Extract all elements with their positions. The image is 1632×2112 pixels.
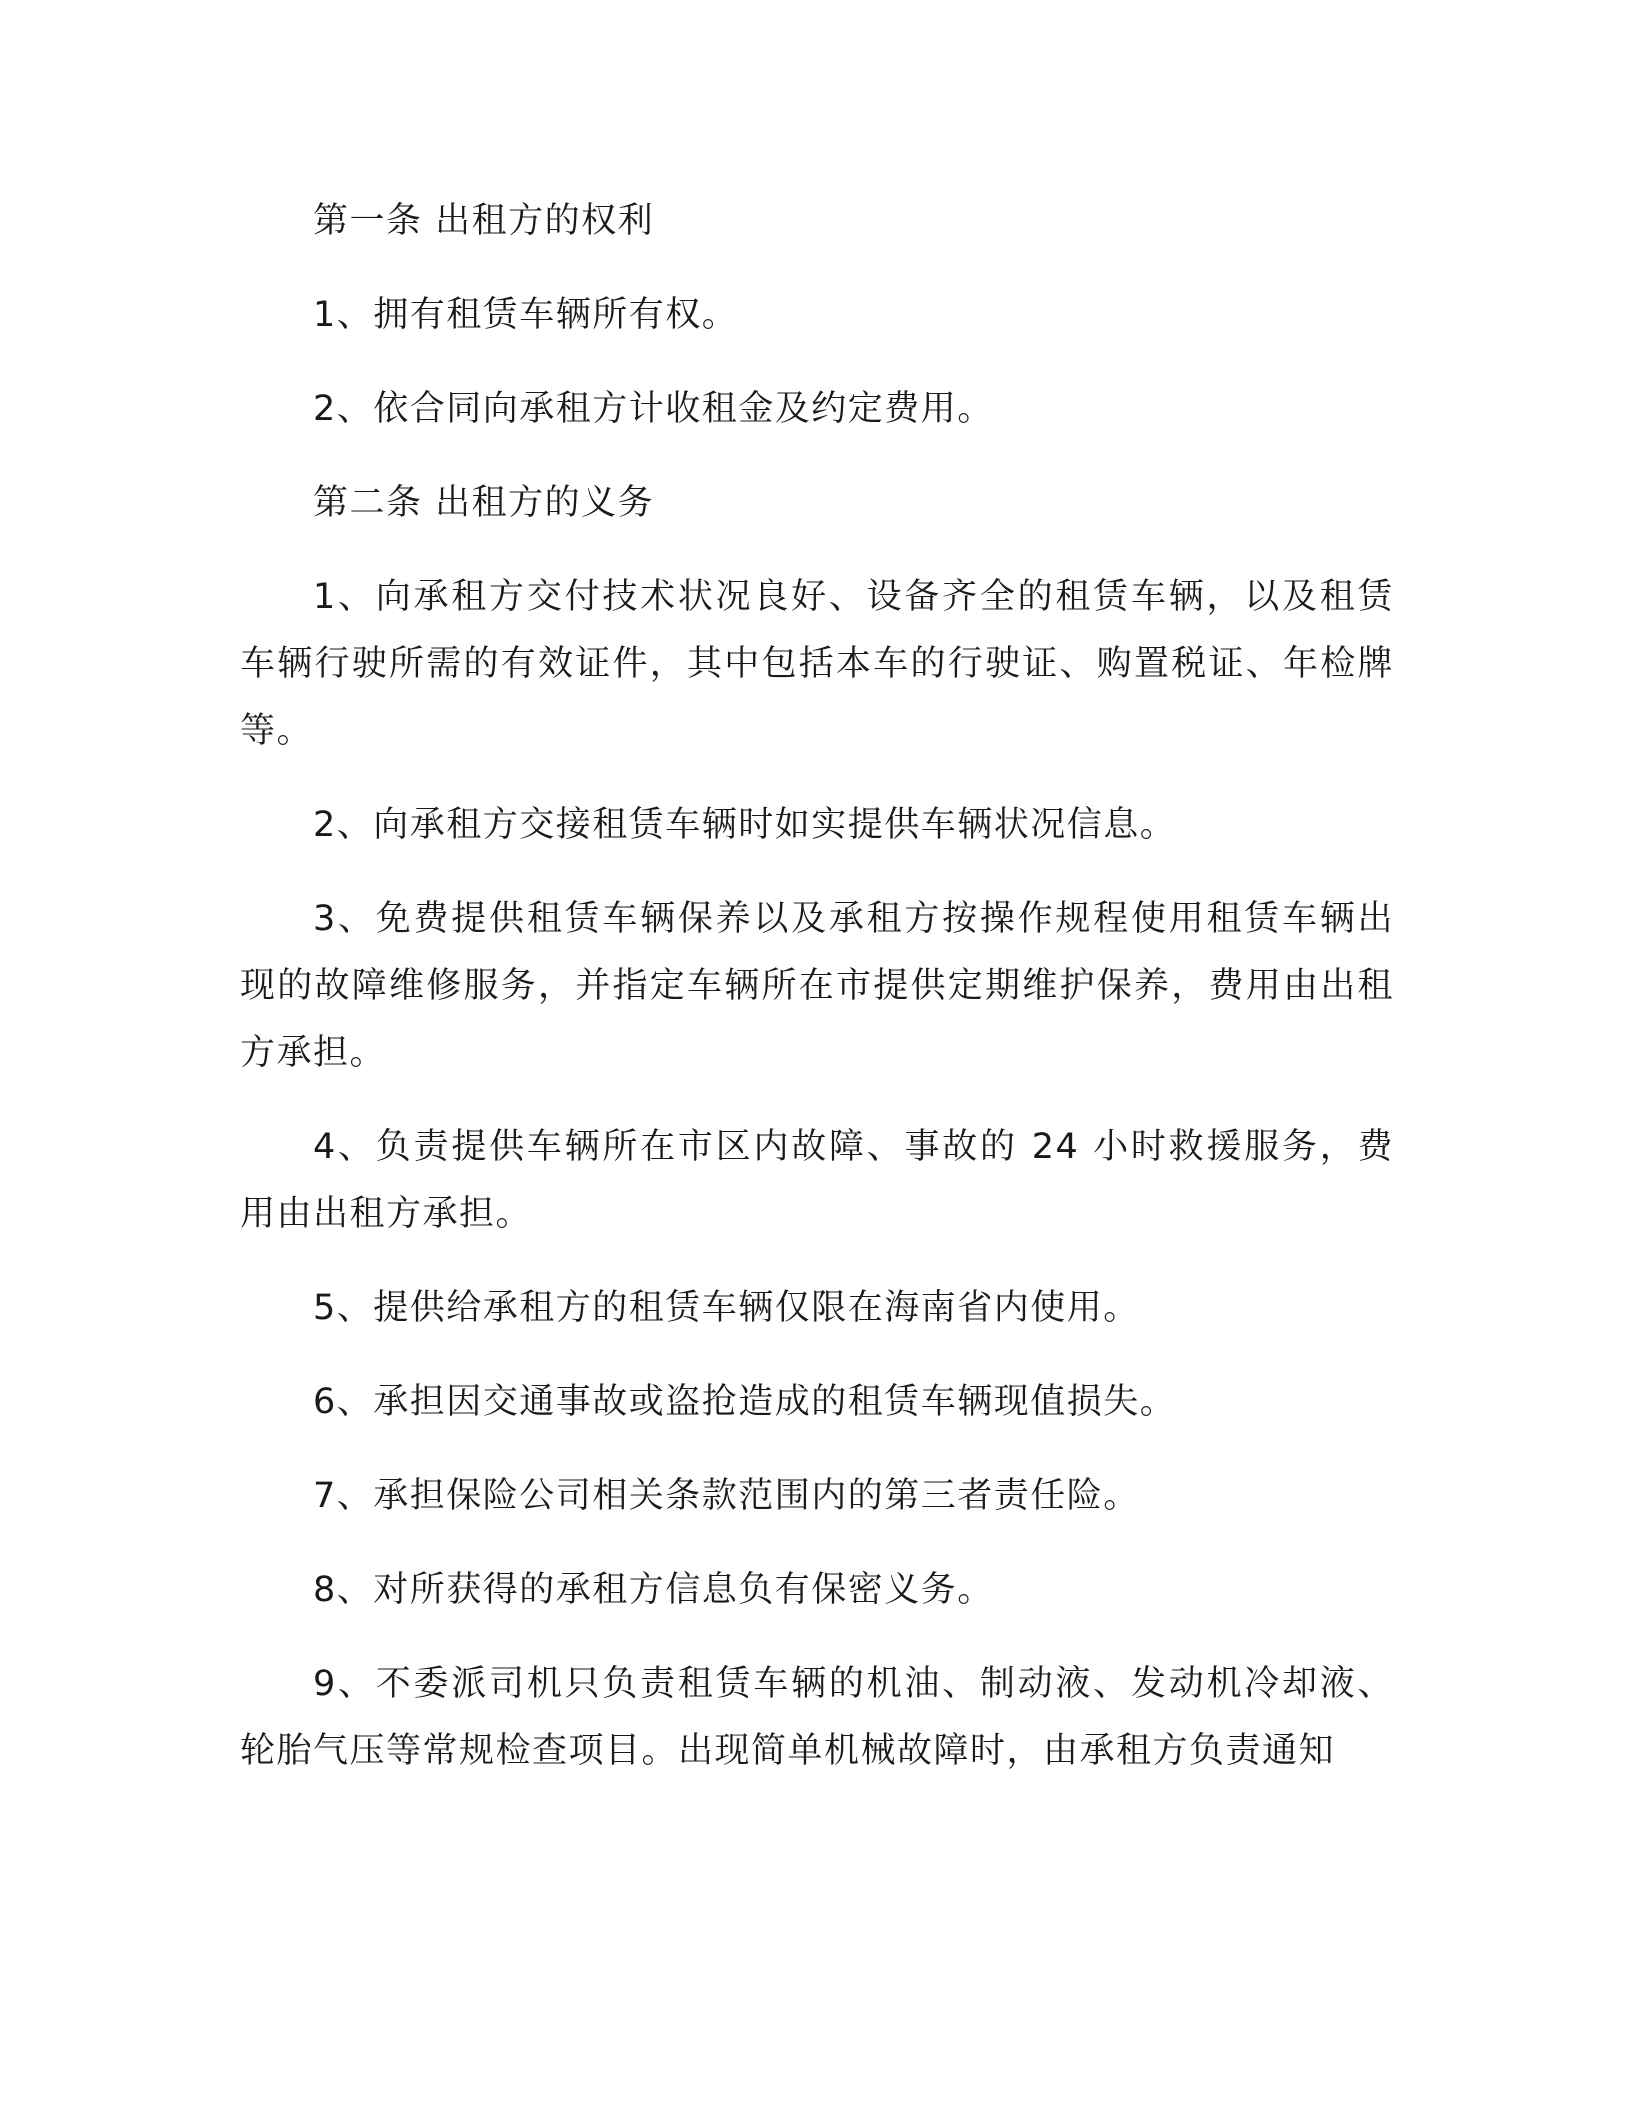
- document-body: [240, 188, 1394, 1812]
- clause-item: 2、依合同向承租方计收租金及约定费用。: [313, 389, 994, 429]
- clause-item: 4、负责提供车辆所在市区内故障、事故的 24 小时救援服务，费用由出租方承担。: [240, 1127, 1394, 1234]
- clause-item: 1、拥有租赁车辆所有权。: [313, 295, 739, 335]
- section-heading-lessor-rights: 第一条 出租方的权利: [313, 201, 655, 241]
- clause-item: 6、承担因交通事故或盗抢造成的租赁车辆现值损失。: [313, 1382, 1177, 1422]
- clause-item: 5、提供给承租方的租赁车辆仅限在海南省内使用。: [313, 1288, 1140, 1328]
- section-heading-lessor-obligations: 第二条 出租方的义务: [313, 483, 655, 523]
- clause-item: 1、向承租方交付技术状况良好、设备齐全的租赁车辆，以及租赁车辆行驶所需的有效证件，其中包括本车的行驶证、购置税证、年检牌等。: [240, 577, 1394, 751]
- clause-item: 9、不委派司机只负责租赁车辆的机油、制动液、发动机冷却液、轮胎气压等常规检查项目。出现简单机械故障时，由承租方负责通知: [240, 1664, 1394, 1771]
- clause-item: 3、免费提供租赁车辆保养以及承租方按操作规程使用租赁车辆出现的故障维修服务，并指定车辆所在市提供定期维护保养，费用由出租方承担。: [240, 899, 1394, 1073]
- clause-item: 8、对所获得的承租方信息负有保密义务。: [313, 1570, 994, 1610]
- clause-item: 2、向承租方交接租赁车辆时如实提供车辆状况信息。: [313, 805, 1177, 845]
- clause-item: 7、承担保险公司相关条款范围内的第三者责任险。: [313, 1476, 1140, 1516]
